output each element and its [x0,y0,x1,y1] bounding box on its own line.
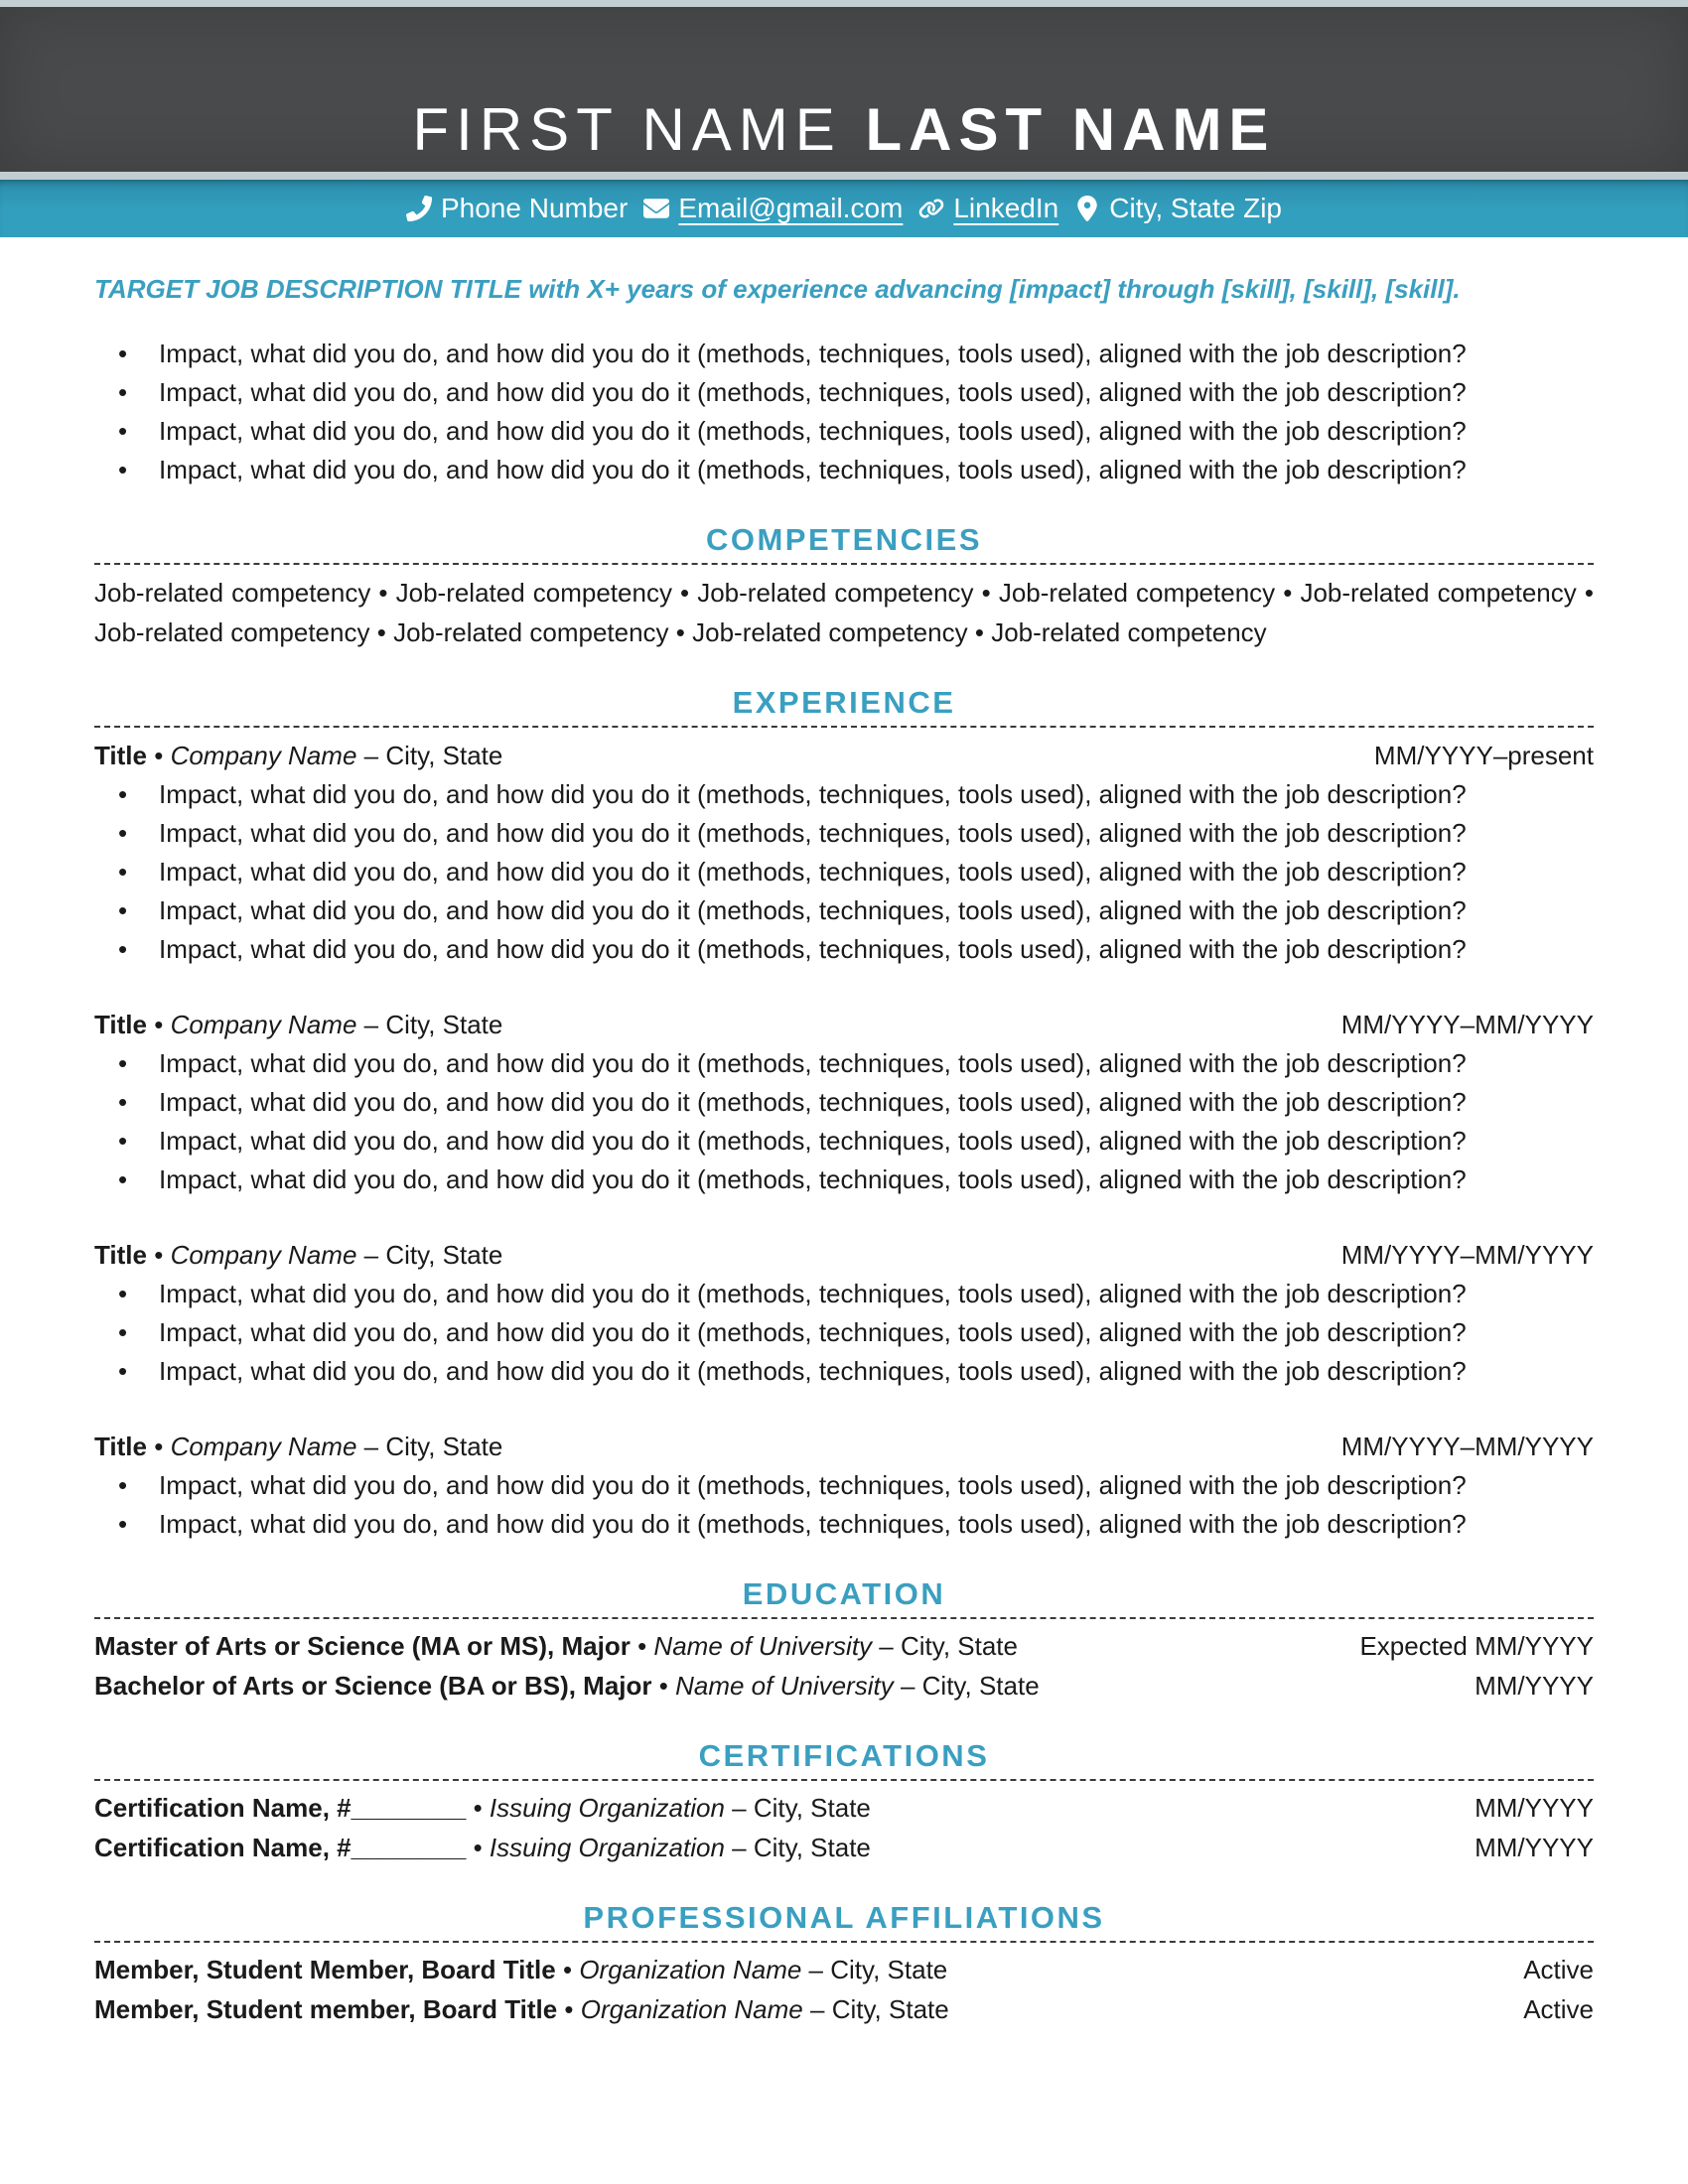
job-bullet: • Impact, what did you do, and how did you do it (methods, techniques, tools used), aligned with the job description? [94,1505,1594,1544]
affiliation-status: Active [1523,1994,1594,2024]
section-divider [94,726,1594,728]
education-entries [94,1626,1594,1706]
degree: Master of Arts or Science (MA or MS), Major [94,1631,631,1661]
envelope-icon [643,196,669,221]
job-bullet: • Impact, what did you do, and how did you do it (methods, techniques, tools used), aligned with the job description? [94,891,1594,930]
competencies-text [94,573,1594,652]
summary-bullet: • Impact, what did you do, and how did you do it (methods, techniques, tools used), aligned with the job description? [94,373,1594,412]
competency-item: Job-related competency [395,578,672,608]
section-divider [94,1617,1594,1619]
job-title-left [94,1006,502,1044]
separator: • [376,617,386,647]
section-heading-education: EDUCATION [742,1576,946,1611]
job-dates: MM/YYYY–MM/YYYY [1340,1432,1594,1461]
separator: • [564,1994,574,2024]
dash: – [810,1994,825,2024]
separator: • [378,578,388,608]
dash: – [879,1631,894,1661]
section-heading-competencies: COMPETENCIES [705,522,983,557]
phone-icon [406,196,432,221]
job-bullet-list [94,775,1594,969]
certification-row [94,1828,1594,1867]
separator: • [154,741,164,770]
job-dates: MM/YYYY–present [1373,741,1594,770]
degree: Bachelor of Arts or Science (BA or BS), Major [94,1671,652,1701]
job-bullet: • Impact, what did you do, and how did you do it (methods, techniques, tools used), aligned with the job description? [94,1352,1594,1391]
certification-date: MM/YYYY [1475,1793,1594,1823]
certification-name: Certification Name, # [94,1833,352,1862]
link-icon [918,196,944,221]
job-bullet: • Impact, what did you do, and how did you do it (methods, techniques, tools used), aligned with the job description? [94,1313,1594,1352]
competency-item: Job-related competency [94,617,370,647]
affiliation-status: Active [1523,1955,1594,1984]
separator: • [981,578,991,608]
job-location: City, State [385,1240,503,1270]
email-link[interactable]: Email@gmail.com [678,193,904,223]
certification-name: Certification Name, # [94,1793,352,1823]
location-pin-icon [1074,196,1100,221]
certification-number-blank: ________ [351,1793,467,1823]
separator: • [974,617,984,647]
job-company: Company Name [170,1240,357,1270]
job-bullet: • Impact, what did you do, and how did you do it (methods, techniques, tools used), aligned with the job description? [94,1044,1594,1083]
separator: • [675,617,685,647]
dash: – [363,1432,379,1461]
contact-phone [406,193,628,224]
target-job-headline: TARGET JOB DESCRIPTION TITLE with X+ years of experience advancing [impact] through [skill], [skill], [skill]. [94,274,1461,304]
job-bullet: • Impact, what did you do, and how did you do it (methods, techniques, tools used), aligned with the job description? [94,1122,1594,1160]
issuing-organization: Issuing Organization [489,1833,725,1862]
certification-row [94,1788,1594,1828]
job-location: City, State [385,1432,503,1461]
competency-item: Job-related competency [991,617,1267,647]
contact-linkedin [918,193,1058,224]
last-name: LAST NAME [865,96,1276,163]
job-bullet: • Impact, what did you do, and how did you do it (methods, techniques, tools used), aligned with the job description? [94,930,1594,969]
education-date: MM/YYYY [1475,1671,1594,1701]
affiliation-left [94,1989,949,2029]
dash: – [900,1671,915,1701]
job-dates: MM/YYYY–MM/YYYY [1340,1010,1594,1039]
job-title: Title [94,741,147,770]
education-row [94,1666,1594,1706]
school-location: City, State [900,1631,1018,1661]
page-title [412,96,1276,163]
job-bullet: • Impact, what did you do, and how did you do it (methods, techniques, tools used), aligned with the job description? [94,1160,1594,1199]
job-location: City, State [385,741,503,770]
job-title-row [94,737,1594,775]
summary-bullet-list [94,335,1594,489]
contact-phone-label: Phone Number [440,193,629,223]
dash: – [363,741,379,770]
top-border-band [0,0,1688,7]
competency-item: Job-related competency [393,617,669,647]
competency-item: Job-related competency [692,617,968,647]
member-role: Member, Student Member, Board Title [94,1955,556,1984]
job-title: Title [94,1010,147,1039]
separator: • [154,1240,164,1270]
affiliation-entries [94,1950,1594,2029]
contact-bar [0,180,1688,237]
certification-entries [94,1788,1594,1867]
section-divider [94,1941,1594,1943]
separator: • [658,1671,668,1701]
job-bullet: • Impact, what did you do, and how did you do it (methods, techniques, tools used), aligned with the job description? [94,1466,1594,1505]
job-bullet: • Impact, what did you do, and how did you do it (methods, techniques, tools used), aligned with the job description? [94,853,1594,891]
organization-name: Organization Name [580,1994,803,2024]
section-heading-experience: EXPERIENCE [732,685,956,720]
affiliation-row [94,1950,1594,1989]
organization-location: City, State [831,1994,949,2024]
job-location: City, State [385,1010,503,1039]
job-bullet-list [94,1275,1594,1391]
job-bullet: • Impact, what did you do, and how did you do it (methods, techniques, tools used), aligned with the job description? [94,814,1594,853]
job-entry [94,737,1594,969]
job-entry [94,1236,1594,1391]
job-title-left [94,1428,502,1466]
summary-bullet: • Impact, what did you do, and how did you do it (methods, techniques, tools used), aligned with the job description? [94,412,1594,451]
job-title: Title [94,1240,147,1270]
affiliation-row [94,1989,1594,2029]
dash: – [363,1240,379,1270]
job-title: Title [94,1432,147,1461]
competency-item: Job-related competency [697,578,974,608]
section-heading-affiliations: PROFESSIONAL AFFILIATIONS [583,1900,1105,1935]
affiliation-left [94,1950,947,1989]
job-title-row [94,1428,1594,1466]
competency-item: Job-related competency [94,578,371,608]
issuing-organization: Issuing Organization [489,1793,725,1823]
job-entry [94,1006,1594,1199]
contact-location [1074,193,1282,224]
issuer-location: City, State [753,1793,871,1823]
job-title-left [94,1236,502,1275]
education-row [94,1626,1594,1666]
summary-bullet: • Impact, what did you do, and how did you do it (methods, techniques, tools used), aligned with the job description? [94,451,1594,489]
issuer-location: City, State [753,1833,871,1862]
section-divider [94,1779,1594,1781]
organization-location: City, State [830,1955,948,1984]
first-name: FIRST NAME [412,96,842,163]
separator: • [1283,578,1293,608]
job-bullet: • Impact, what did you do, and how did you do it (methods, techniques, tools used), aligned with the job description? [94,1083,1594,1122]
separator: • [637,1631,647,1661]
dash: – [732,1793,747,1823]
separator: • [154,1010,164,1039]
summary-bullet: • Impact, what did you do, and how did you do it (methods, techniques, tools used), aligned with the job description? [94,335,1594,373]
header-divider-band [0,172,1688,180]
school-location: City, State [921,1671,1040,1701]
certification-date: MM/YYYY [1475,1833,1594,1862]
linkedin-link[interactable]: LinkedIn [953,193,1059,223]
job-title-left [94,737,502,775]
school: Name of University [653,1631,873,1661]
member-role: Member, Student member, Board Title [94,1994,558,2024]
education-left [94,1666,1040,1706]
job-company: Company Name [170,741,357,770]
contact-email [643,193,903,224]
job-bullet-list [94,1466,1594,1544]
competency-item: Job-related competency [998,578,1276,608]
job-dates: MM/YYYY–MM/YYYY [1340,1240,1594,1270]
experience-entries [94,737,1594,1544]
certification-left [94,1788,871,1828]
certification-left [94,1828,871,1867]
resume-body [0,237,1688,2029]
separator: • [154,1432,164,1461]
organization-name: Organization Name [579,1955,802,1984]
separator: • [473,1833,483,1862]
name-header [0,7,1688,172]
certification-number-blank: ________ [351,1833,467,1862]
job-bullet-list [94,1044,1594,1199]
job-title-row [94,1006,1594,1044]
contact-location-label: City, State Zip [1109,193,1282,223]
section-heading-certifications: CERTIFICATIONS [698,1738,990,1773]
dash: – [732,1833,747,1862]
job-entry [94,1428,1594,1544]
education-date: Expected MM/YYYY [1359,1631,1594,1661]
separator: • [680,578,690,608]
job-title-row [94,1236,1594,1275]
job-company: Company Name [170,1010,357,1039]
section-divider [94,563,1594,565]
job-bullet: • Impact, what did you do, and how did you do it (methods, techniques, tools used), aligned with the job description? [94,1275,1594,1313]
education-left [94,1626,1018,1666]
job-company: Company Name [170,1432,357,1461]
competency-item: Job-related competency [1300,578,1577,608]
separator: • [562,1955,573,1984]
school: Name of University [675,1671,894,1701]
job-bullet: • Impact, what did you do, and how did you do it (methods, techniques, tools used), aligned with the job description? [94,775,1594,814]
dash: – [808,1955,824,1984]
separator: • [473,1793,483,1823]
separator: • [1584,578,1594,608]
dash: – [363,1010,379,1039]
